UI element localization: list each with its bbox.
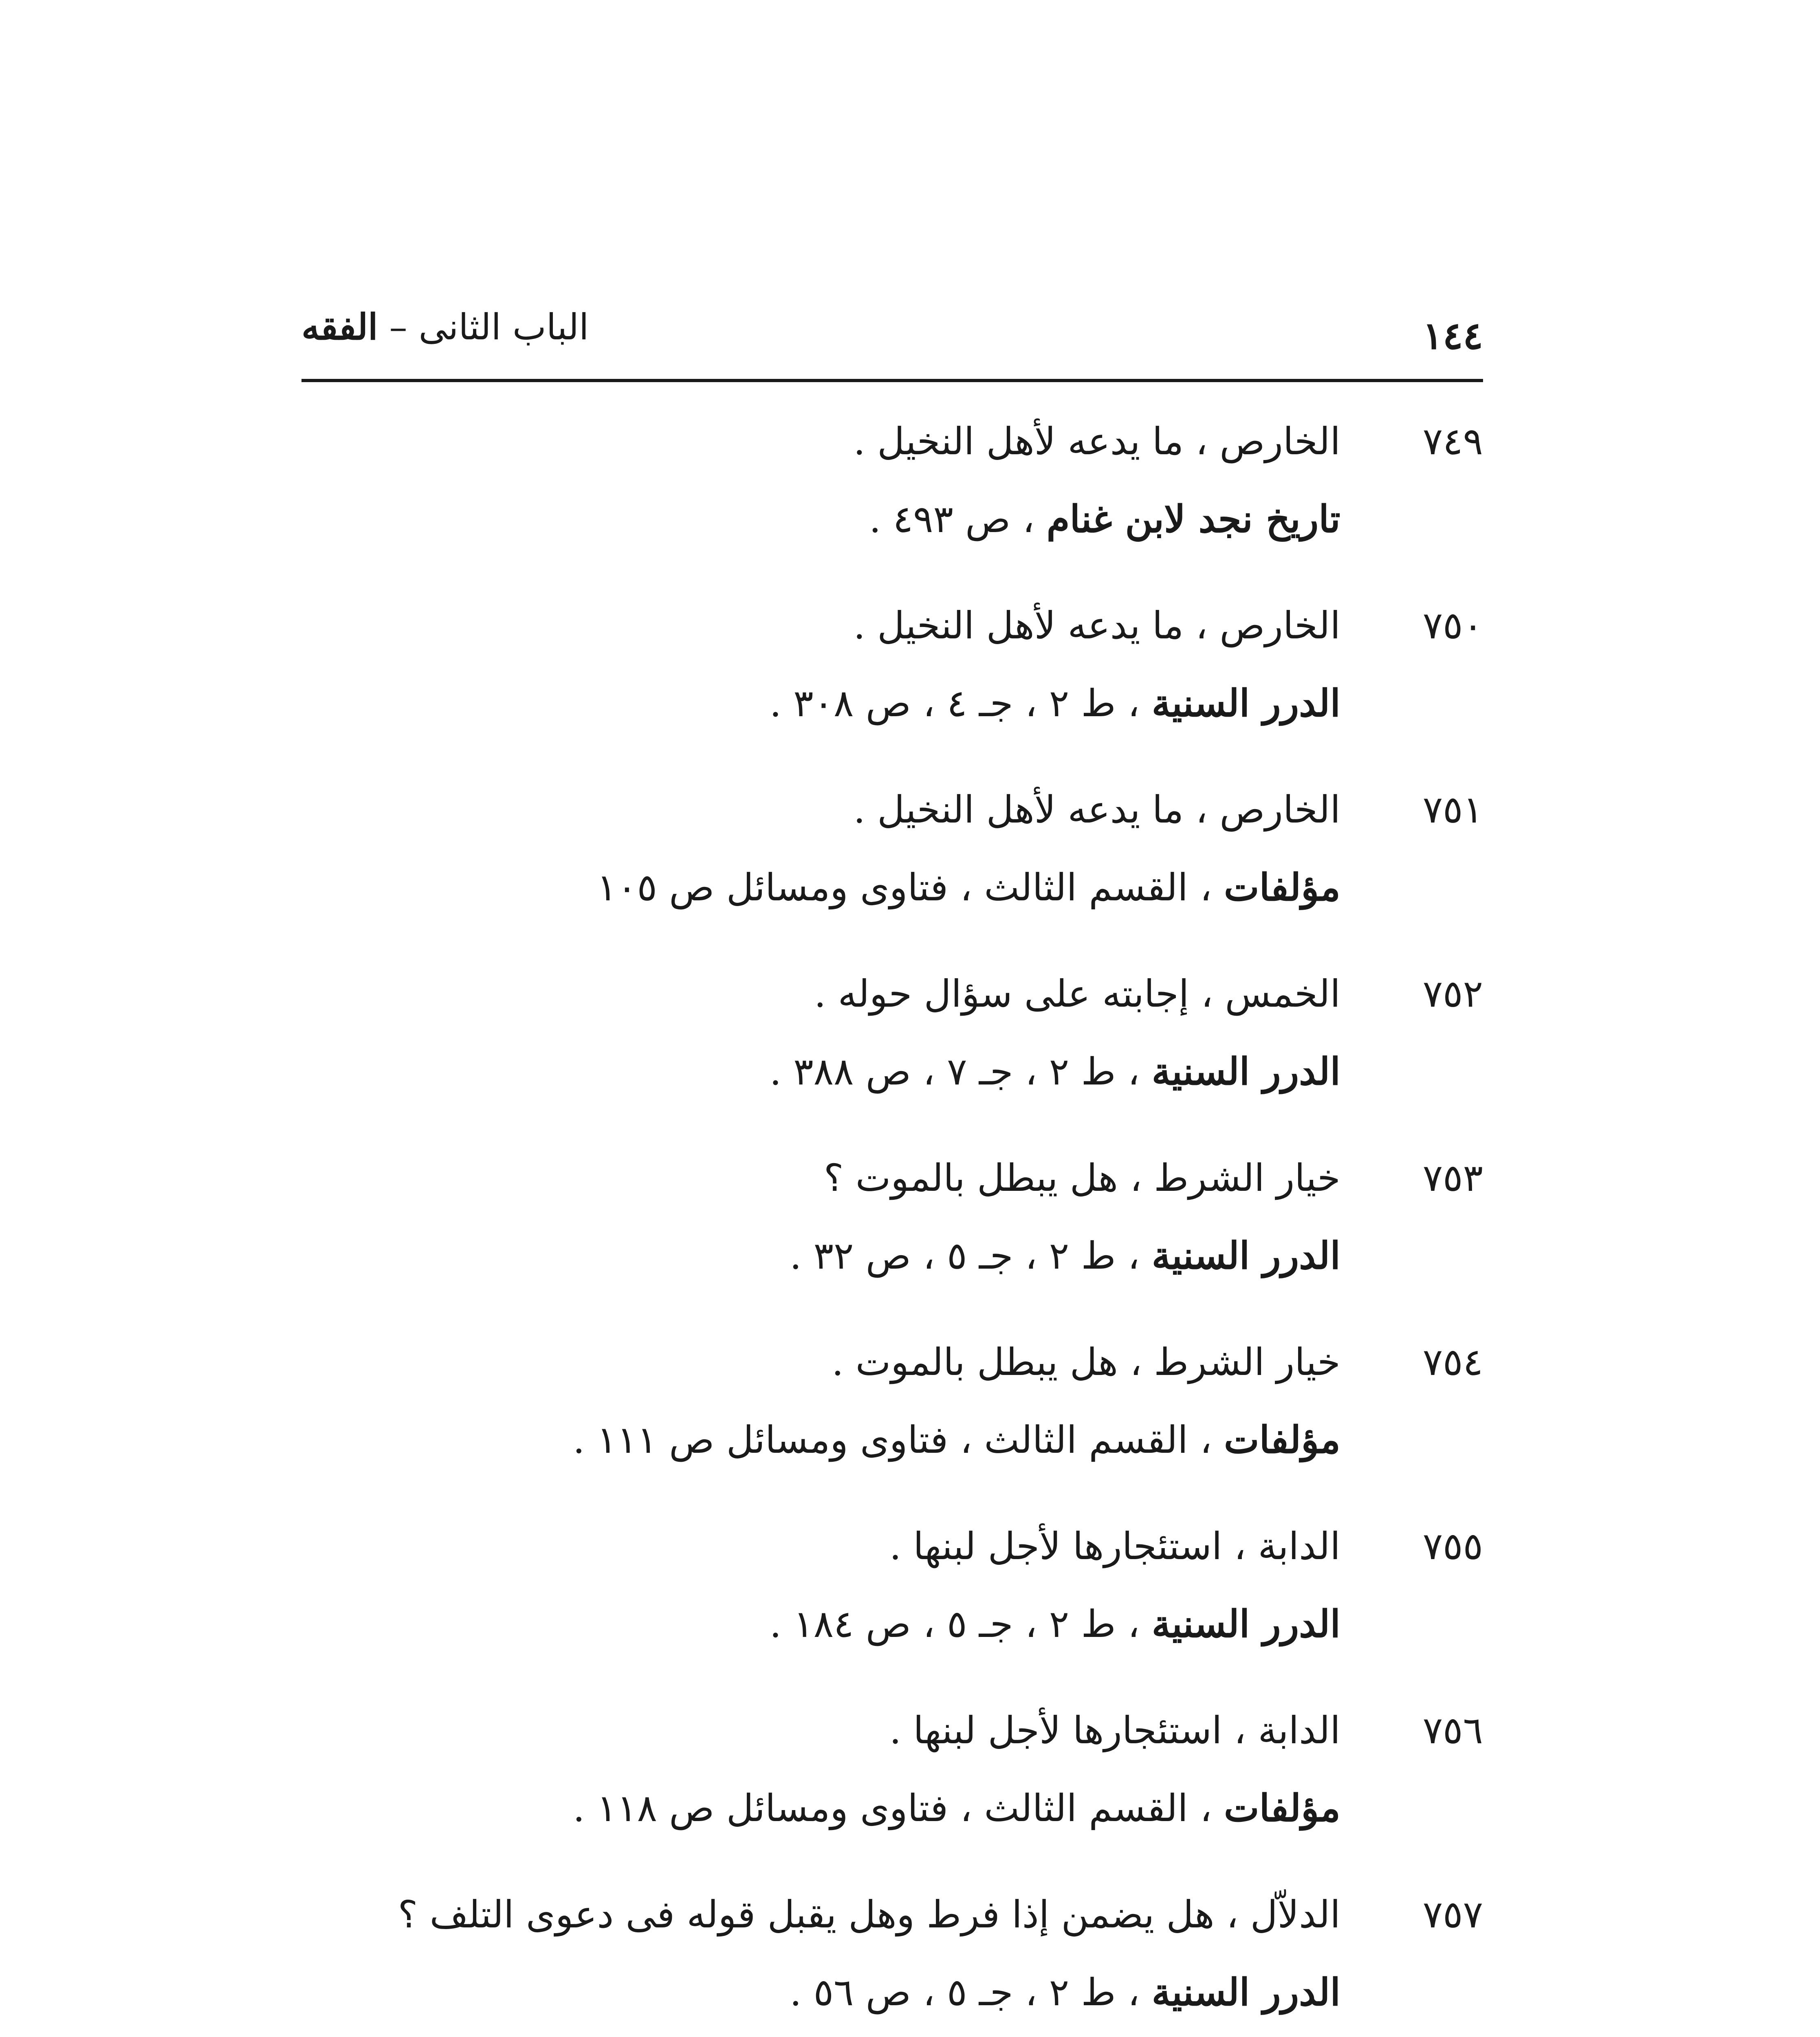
running-title [301,306,589,348]
list-item [220,411,1483,596]
source-title: تاريخ نجد لابن غنام [1046,497,1340,541]
list-item [220,780,1483,964]
source-title: الدرر السنية [1151,1049,1340,1093]
entry-source [770,1049,1340,1093]
list-item [220,1700,1483,1885]
source-title: الدرر السنية [1151,681,1340,725]
entry-source [790,1970,1340,2014]
source-reference: ، القسم الثالث ، فتاوى ومسائل ص ١١١ . [573,1418,1212,1462]
running-title-section: الفقه [301,306,378,348]
entry-topic: الخارص ، ما يدعه لأهل النخيل . [853,420,1340,463]
entry-topic: خيار الشرط ، هل يبطل بالموت . [832,1340,1340,1384]
source-reference: ، ص ٤٩٣ . [869,497,1035,541]
entry-number: ٧٤٩ [1422,420,1483,463]
entry-topic: خيار الشرط ، هل يبطل بالموت ؟ [823,1156,1340,1200]
source-title: الدرر السنية [1151,1970,1340,2014]
source-reference: ، ط ٢ ، جـ ٤ ، ص ٣٠٨ . [769,682,1140,725]
entry-topic: الخارص ، ما يدعه لأهل النخيل . [853,788,1340,832]
source-title: مؤلفات [1224,1418,1340,1462]
entry-source [573,1786,1340,1830]
source-title: مؤلفات [1224,1786,1340,1830]
entry-source [770,1602,1340,1646]
entry-number: ٧٥٤ [1422,1340,1483,1384]
page-header [301,301,1483,383]
source-reference: ، القسم الثالث ، فتاوى ومسائل ص ١٠٥ [596,866,1212,909]
entry-number: ٧٥٠ [1422,604,1483,647]
entry-source [770,681,1340,725]
list-item [220,1332,1483,1516]
entry-number: ٧٥٥ [1422,1524,1483,1568]
entry-number: ٧٥٢ [1422,972,1483,1016]
entry-number: ٧٥١ [1422,788,1483,832]
source-reference: ، ط ٢ ، جـ ٧ ، ص ٣٨٨ . [769,1050,1140,1093]
list-item [220,1885,1483,2037]
running-title-chapter: الباب الثانى – [389,306,589,348]
source-reference: ، القسم الثالث ، فتاوى ومسائل ص ١١٨ . [573,1786,1212,1830]
entry-source [597,865,1340,909]
entry-topic: الدابة ، استئجارها لأجل لبنها . [889,1524,1340,1568]
source-title: الدرر السنية [1151,1234,1340,1278]
entry-source [790,1234,1340,1278]
list-item [220,1516,1483,1700]
list-item [220,596,1483,780]
entry-source [869,497,1340,541]
list-item [220,964,1483,1148]
entry-number: ٧٥٧ [1422,1893,1483,1936]
entry-topic: الخمس ، إجابته على سؤال حوله . [814,972,1340,1016]
entry-number: ٧٥٦ [1422,1709,1483,1752]
source-reference: ، ط ٢ ، جـ ٥ ، ص ٥٦ . [790,1971,1140,2014]
entry-topic: الدلاّل ، هل يضمن إذا فرط وهل يقبل قوله فى دعوى التلف ؟ [398,1893,1340,1936]
source-title: مؤلفات [1224,865,1340,909]
source-reference: ، ط ٢ ، جـ ٥ ، ص ١٨٤ . [769,1602,1140,1646]
header-rule [301,379,1483,382]
entry-source [573,1418,1340,1462]
page-number: ١٤٤ [1422,314,1483,358]
entry-number: ٧٥٣ [1422,1156,1483,1200]
source-title: الدرر السنية [1151,1602,1340,1646]
list-item [220,1148,1483,1332]
entry-topic: الخارص ، ما يدعه لأهل النخيل . [853,604,1340,647]
entries-list [220,411,1483,2037]
entry-topic: الدابة ، استئجارها لأجل لبنها . [889,1709,1340,1752]
source-reference: ، ط ٢ ، جـ ٥ ، ص ٣٢ . [790,1234,1140,1278]
